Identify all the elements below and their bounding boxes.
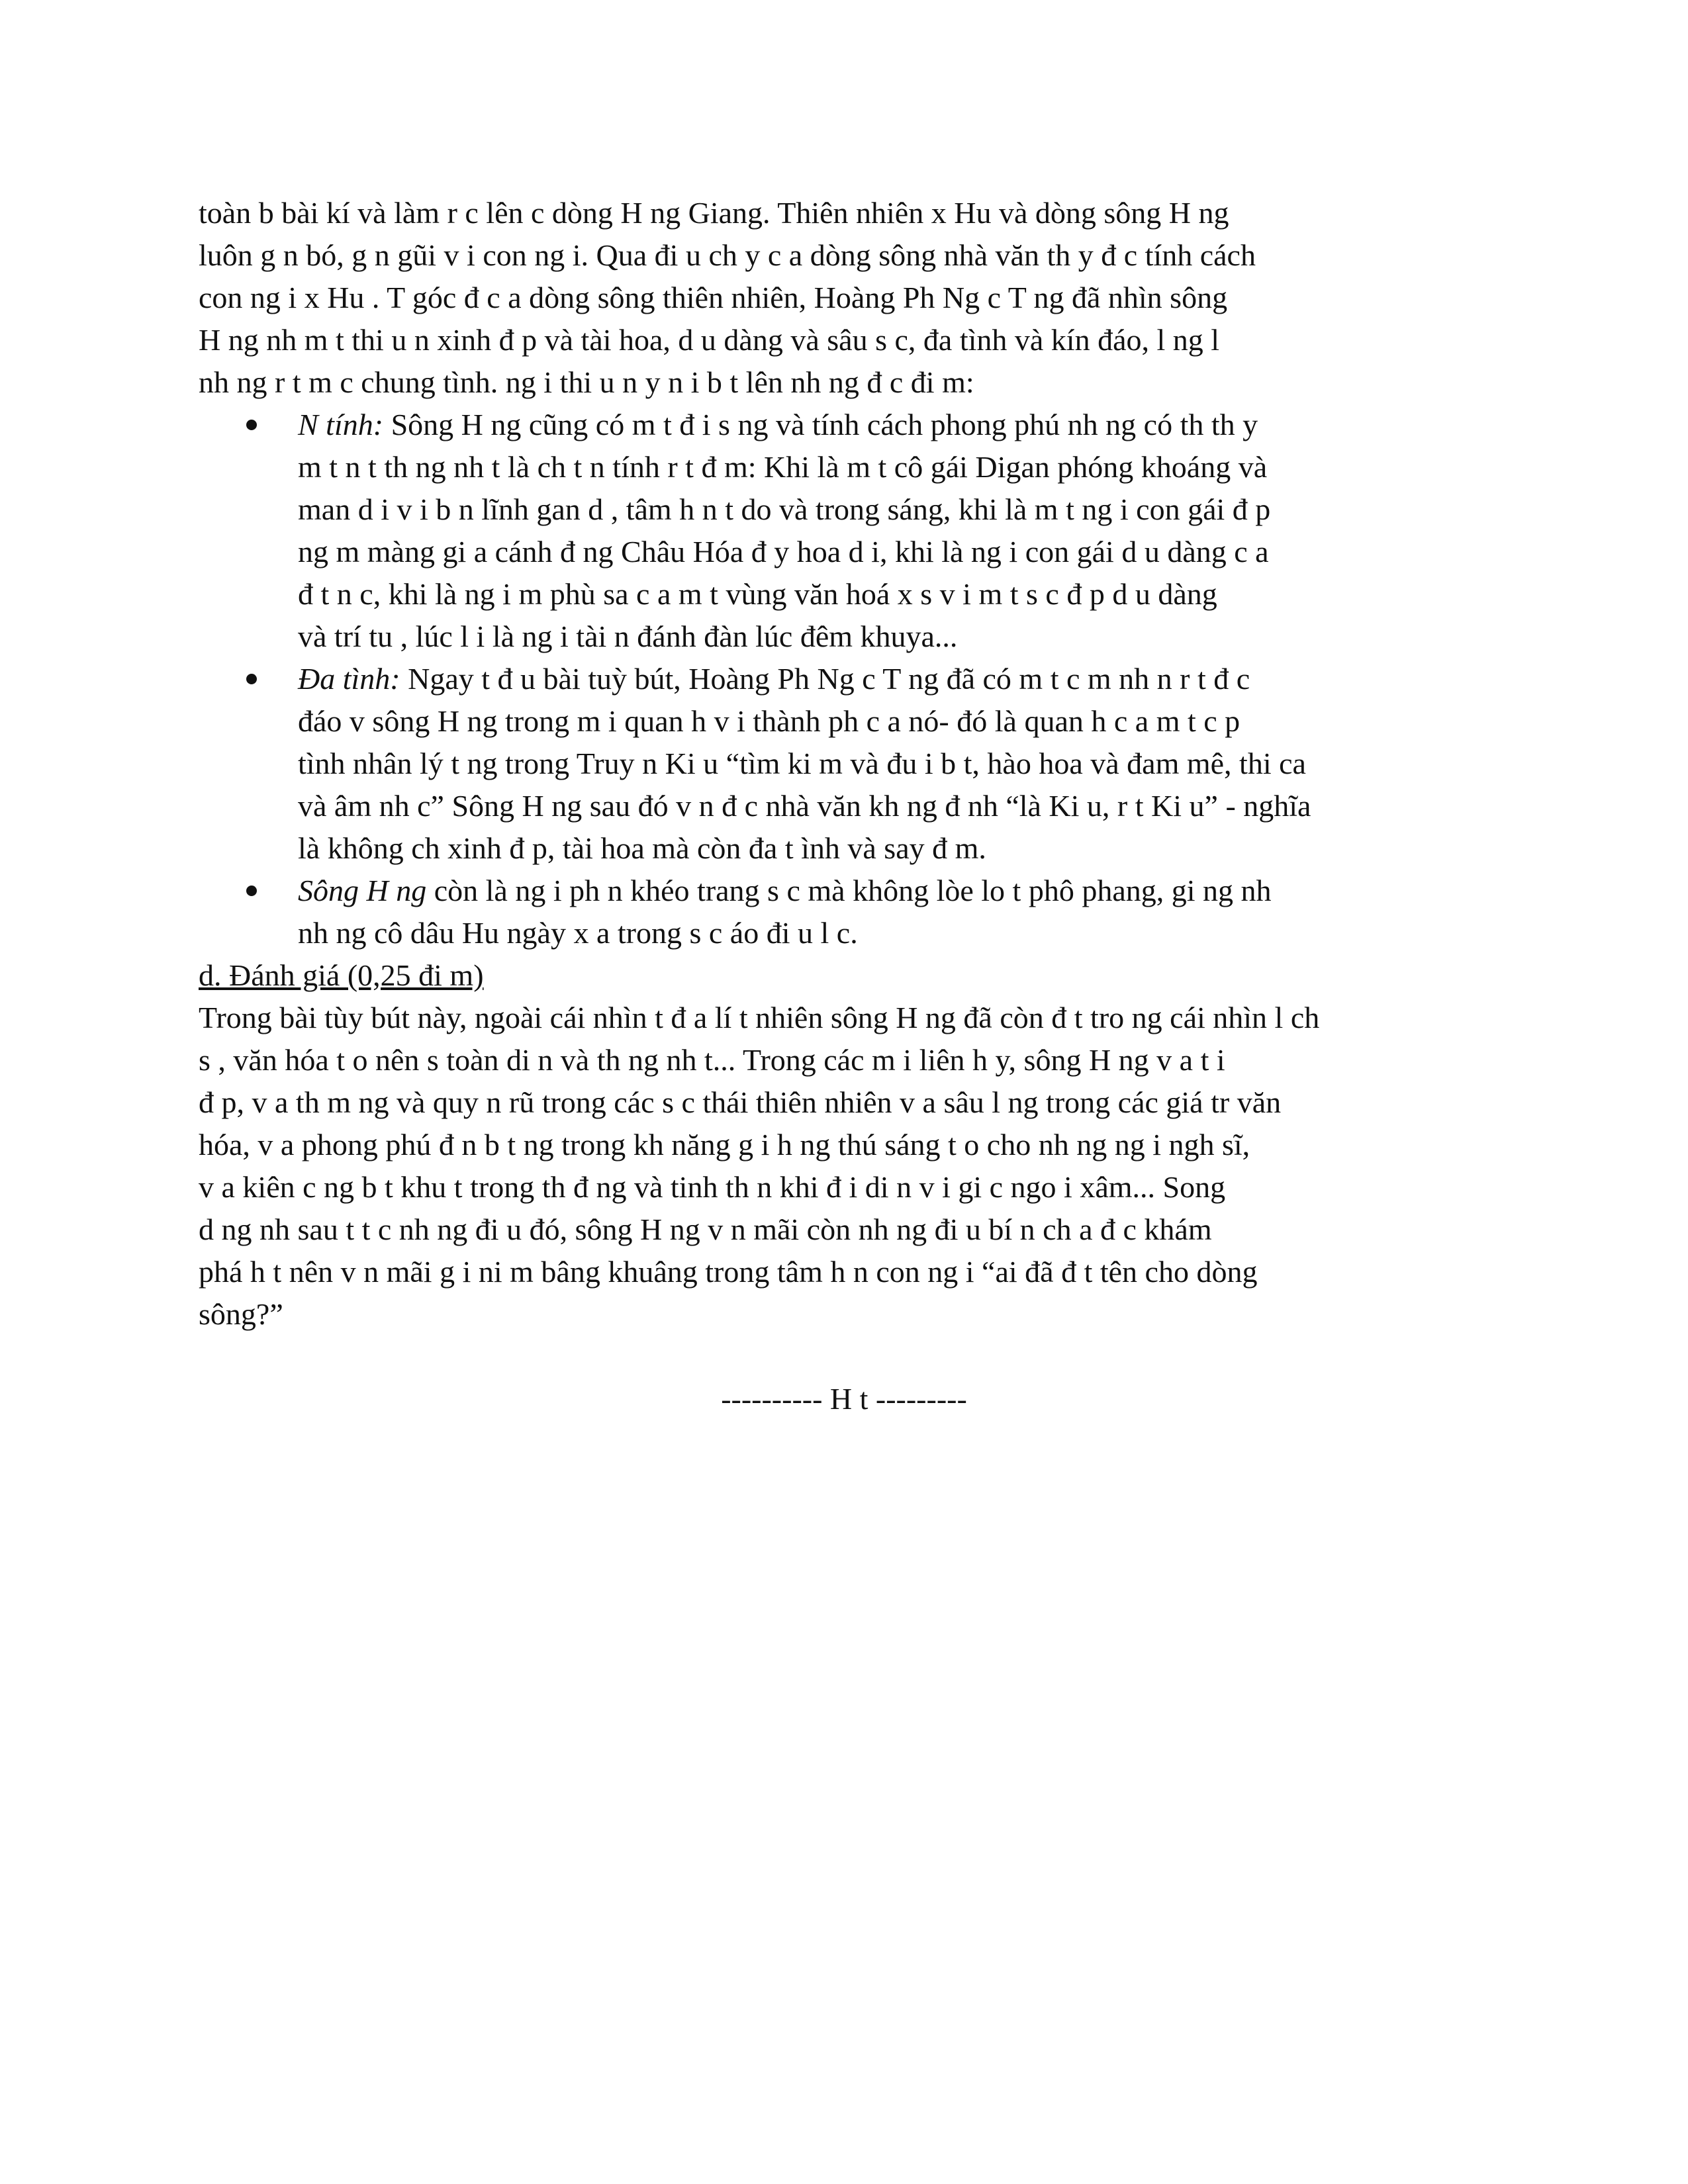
conclusion-line: s , văn hóa t o nên s toàn di n và th ng nh t... Trong các m i liên h y, sông H ng v a t i [199, 1043, 1225, 1077]
bullet-line: m t n t th ng nh t là ch t n tính r t đ m: Khi là m t cô gái Digan phóng khoáng và [298, 450, 1268, 484]
conclusion-line: hóa, v a phong phú đ n b t ng trong kh năng g i h ng thú sáng t o cho nh ng ng i ngh sĩ, [199, 1128, 1250, 1161]
intro-line: luôn g n bó, g n gũi v i con ng i. Qua đi u ch y c a dòng sông nhà văn th y đ c tính cách [199, 238, 1256, 272]
conclusion-line: v a kiên c ng b t khu t trong th đ ng và tinh th n khi đ i di n v i gi c ngo i xâm... Song [199, 1170, 1226, 1204]
intro-line: toàn b bài kí và làm r c lên c dòng H ng Giang. Thiên nhiên x Hu và dòng sông H ng [199, 196, 1229, 230]
conclusion-line: đ p, v a th m ng và quy n rũ trong các s c thái thiên nhiên v a sâu l ng trong các giá tr văn [199, 1085, 1282, 1119]
intro-line: nh ng r t m c chung tình. ng i thi u n y n i b t lên nh ng đ c đi m: [199, 365, 974, 399]
bullet-term: N tính: [298, 408, 384, 441]
intro-paragraph [199, 192, 1489, 404]
bullet-line: còn là ng i ph n khéo trang s c mà không lòe lo t phô phang, gi ng nh [426, 874, 1272, 907]
bullet-item-passionate [199, 658, 1489, 870]
bullet-line: tình nhân lý t ng trong Truy n Ki u “tìm ki m và đu i b t, hào hoa và đam mê, thi ca [298, 747, 1306, 780]
bullet-dot-icon [246, 674, 257, 684]
bullet-line: và trí tu , lúc l i là ng i tài n đánh đàn lúc đêm khuya... [298, 619, 958, 653]
conclusion-line: d ng nh sau t t c nh ng đi u đó, sông H ng v n mãi còn nh ng đi u bí n ch a đ c khám [199, 1212, 1212, 1246]
bullet-term: Sông H ng [298, 874, 427, 907]
bullet-line: man d i v i b n lĩnh gan d , tâm h n t do và trong sáng, khi là m t ng i con gái đ p [298, 492, 1271, 526]
bullet-term: Đa tình: [298, 662, 400, 696]
bullet-line: Ngay t đ u bài tuỳ bút, Hoàng Ph Ng c T ng đã có m t c m nh n r t đ c [400, 662, 1250, 696]
bullet-line: là không ch xinh đ p, tài hoa mà còn đa t ình và say đ m. [298, 831, 986, 865]
section-heading: d. Đánh giá (0,25 đi m) [199, 958, 484, 992]
conclusion-line: sông?” [199, 1297, 283, 1331]
feature-bullet-list [199, 404, 1489, 954]
conclusion-paragraph [199, 997, 1489, 1336]
conclusion-line: Trong bài tùy bút này, ngoài cái nhìn t đ a lí t nhiên sông H ng đã còn đ t tro ng cái nhìn l ch [199, 1001, 1320, 1034]
bullet-item-feminine [199, 404, 1489, 658]
bullet-line: đáo v sông H ng trong m i quan h v i thành ph c a nó- đó là quan h c a m t c p [298, 704, 1241, 738]
bullet-line: nh ng cô dâu Hu ngày x a trong s c áo đi u l c. [298, 916, 858, 950]
bullet-line: và âm nh c” Sông H ng sau đó v n đ c nhà văn kh ng đ nh “là Ki u, r t Ki u” - nghĩa [298, 789, 1311, 823]
bullet-dot-icon [246, 420, 257, 430]
bullet-line: Sông H ng cũng có m t đ i s ng và tính cách phong phú nh ng có th th y [383, 408, 1258, 441]
conclusion-line: phá h t nên v n mãi g i ni m bâng khuâng trong tâm h n con ng i “ai đã đ t tên cho dòng [199, 1255, 1258, 1289]
document-page [199, 192, 1489, 1420]
end-mark: ---------- H t --------- [721, 1382, 967, 1416]
bullet-item-song-huong [199, 870, 1489, 954]
intro-line: H ng nh m t thi u n xinh đ p và tài hoa, d u dàng và sâu s c, đa tình và kín đáo, l ng l [199, 323, 1220, 357]
bullet-line: đ t n c, khi là ng i m phù sa c a m t vùng văn hoá x s v i m t s c đ p d u dàng [298, 577, 1217, 611]
bullet-line: ng m màng gi a cánh đ ng Châu Hóa đ y hoa d i, khi là ng i con gái d u dàng c a [298, 535, 1269, 569]
intro-line: con ng i x Hu . T góc đ c a dòng sông thiên nhiên, Hoàng Ph Ng c T ng đã nhìn sông [199, 281, 1228, 314]
bullet-dot-icon [246, 886, 257, 896]
